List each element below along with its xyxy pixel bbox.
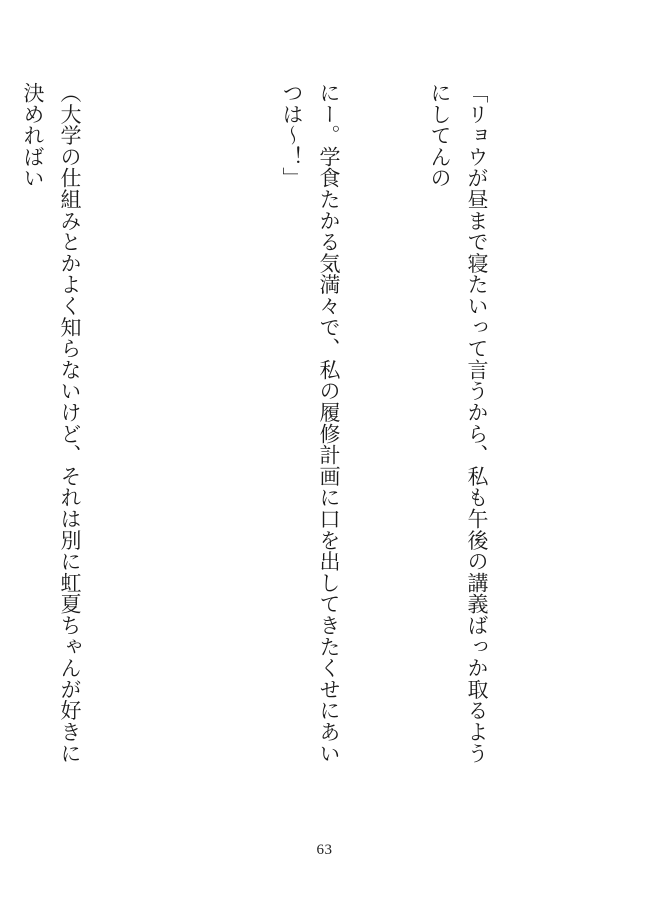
text-line: 「リョウが昼まで寝たいって言うから、私も午後の講義ばっか取るようにしてんの — [428, 82, 489, 764]
text-line: （大学の仕組みとかよく知らないけど、それは別に虹夏ちゃんが好きに決めればい — [21, 82, 82, 764]
vertical-text-body — [0, 82, 569, 782]
text-line-blank — [162, 82, 199, 782]
text-line: にー。学食たかる気満々で、私の履修計画に口を出してきたくせにあいつは～！」 — [280, 82, 341, 764]
page-number: 63 — [316, 842, 333, 858]
